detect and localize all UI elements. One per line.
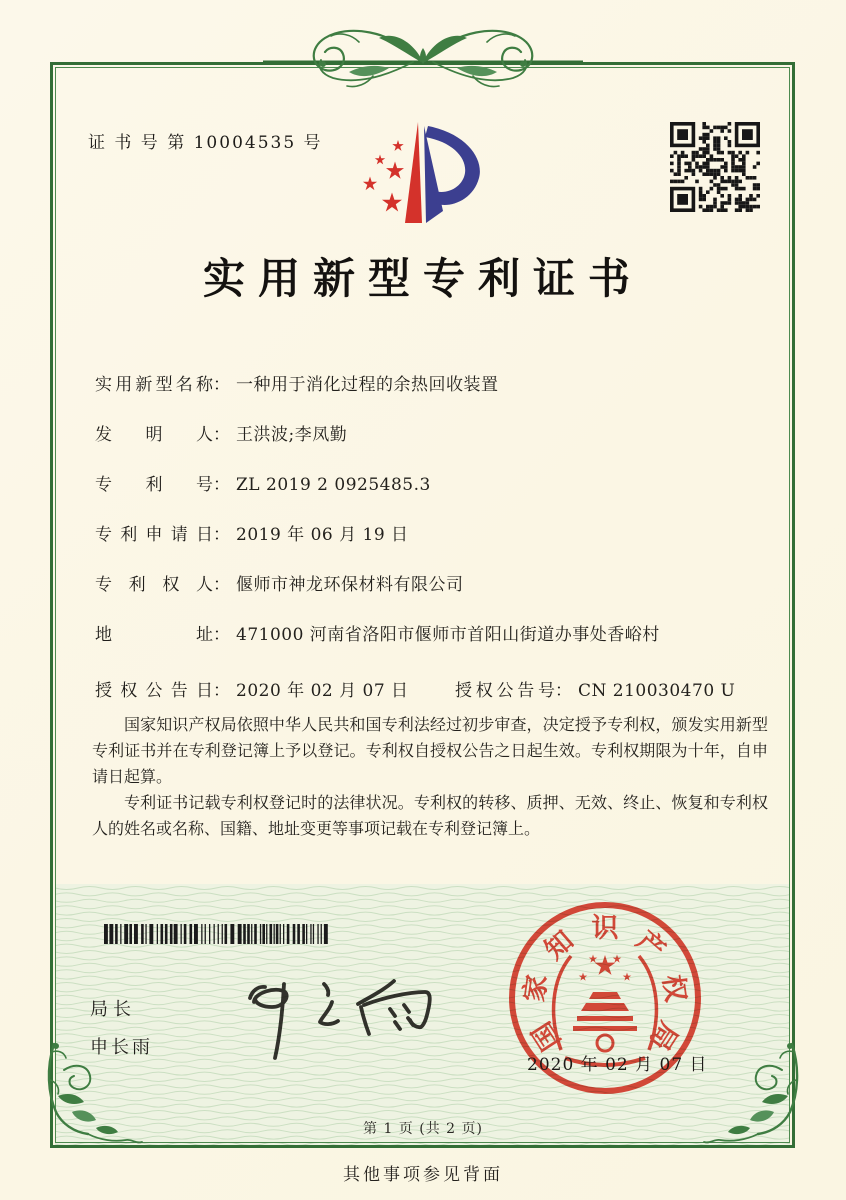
- field-value: 2019 年 06 月 19 日: [236, 525, 409, 545]
- barcode: [104, 924, 332, 946]
- field-label: 专利号: [95, 475, 213, 495]
- cnipa-logo-icon: [352, 116, 502, 230]
- certificate-number: 证 书 号 第 10004535 号: [88, 133, 323, 153]
- field-row-patentee: 专利权人： 偃师市神龙环保材料有限公司: [95, 570, 464, 594]
- svg-text:知: 知: [539, 924, 580, 967]
- field-row-patent-number: 专利号： ZL 2019 2 0925485.3: [95, 470, 431, 494]
- field-label: 地址: [95, 625, 213, 645]
- svg-text:权: 权: [656, 972, 692, 1004]
- field-value: 一种用于消化过程的余热回收装置: [236, 375, 499, 395]
- svg-text:产: 产: [630, 924, 671, 967]
- top-flourish-ornament: [263, 8, 583, 100]
- legal-text: [92, 712, 768, 842]
- page-number: 第 1 页 (共 2 页): [363, 1121, 483, 1137]
- field-label: 实用新型名称: [95, 375, 213, 395]
- field-value: 471000 河南省洛阳市偃师市首阳山街道办事处香峪村: [236, 625, 660, 645]
- field-label: 授权公告日: [95, 681, 213, 701]
- legal-paragraph-2: 专利证书记载专利权登记时的法律状况。专利权的转移、质押、无效、终止、恢复和专利权人的姓名或名称、国籍、地址变更等事项记载在专利登记簿上。: [92, 793, 768, 838]
- back-side-note: 其他事项参见背面: [343, 1165, 503, 1185]
- field-value: ZL 2019 2 0925485.3: [236, 475, 431, 495]
- field-row-inventor: 发明人： 王洪波;李凤勤: [95, 420, 347, 444]
- legal-paragraph-1: 国家知识产权局依照中华人民共和国专利法经过初步审查，决定授予专利权，颁发实用新型专利证书并在专利登记簿上予以登记。专利权自授权公告之日起生效。专利权期限为十年，自申请日起算。: [92, 715, 768, 786]
- certificate-title: 实用新型专利证书: [202, 254, 643, 303]
- svg-text:国: 国: [526, 1016, 568, 1056]
- svg-text:家: 家: [518, 972, 554, 1004]
- field-row-grant-date: 授权公告日： 2020 年 02 月 07 日 授权公告号： CN 210030470 U: [95, 676, 409, 700]
- field-label: 专利申请日: [95, 525, 213, 545]
- field-value: 2020 年 02 月 07 日: [236, 681, 409, 701]
- svg-text:识: 识: [591, 913, 619, 944]
- signatory-name: 申长雨: [90, 1037, 153, 1058]
- field-value: 偃师市神龙环保材料有限公司: [236, 575, 464, 595]
- signatory-title: 局长: [90, 999, 136, 1020]
- svg-text:局: 局: [642, 1016, 684, 1056]
- field-value: CN 210030470 U: [578, 681, 736, 701]
- field-row-filing-date: 专利申请日： 2019 年 06 月 19 日: [95, 520, 409, 544]
- field-row-utility-model-name: 实用新型名称： 一种用于消化过程的余热回收装置: [95, 370, 499, 394]
- seal-date: 2020 年 02 月 07 日: [527, 1055, 708, 1075]
- qr-code: [670, 122, 760, 212]
- field-label: 发明人: [95, 425, 213, 445]
- field-label: 授权公告号: [455, 681, 555, 701]
- field-row-address: 地址： 471000 河南省洛阳市偃师市首阳山街道办事处香峪村: [95, 620, 660, 644]
- handwritten-signature: [232, 948, 462, 1073]
- field-label: 专利权人: [95, 575, 213, 595]
- field-grant-number: 授权公告号： CN 210030470 U: [455, 676, 735, 701]
- field-value: 王洪波;李凤勤: [236, 425, 348, 445]
